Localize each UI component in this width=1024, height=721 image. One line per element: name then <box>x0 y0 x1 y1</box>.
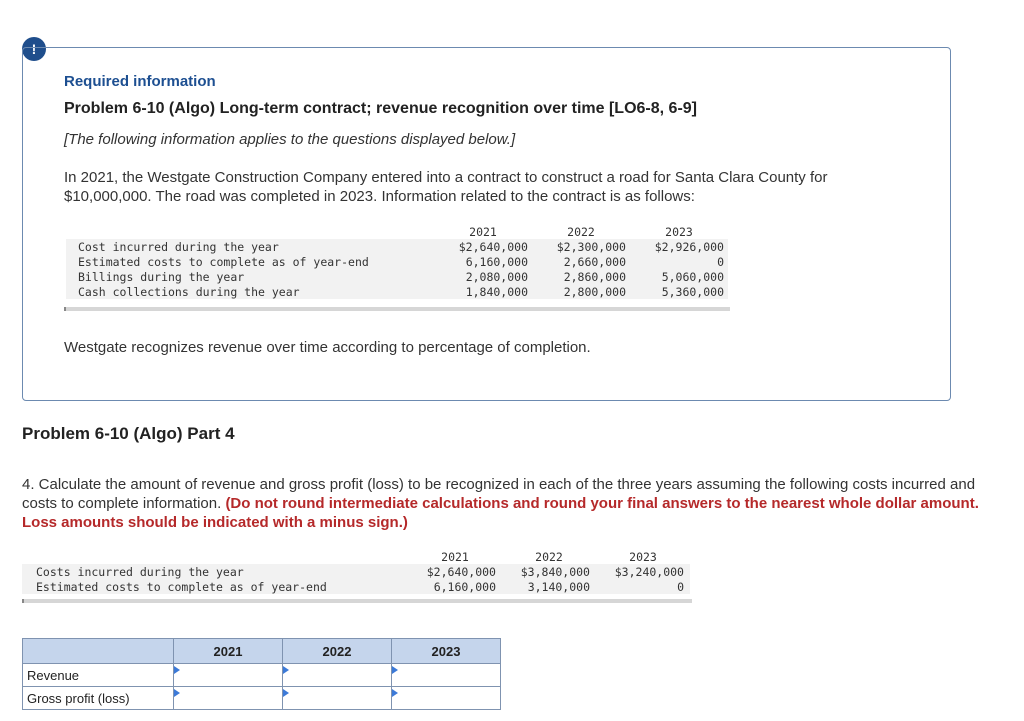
row-label: Costs incurred during the year <box>22 564 408 579</box>
gross-profit-label: Gross profit (loss) <box>23 687 174 710</box>
table-row <box>66 284 728 299</box>
gross-profit-2021-input[interactable] <box>174 687 283 710</box>
revenue-2021-input[interactable] <box>174 664 283 687</box>
cell-value: $3,840,000 <box>502 564 596 579</box>
cell-value: 2,800,000 <box>532 284 630 299</box>
header-2023: 2023 <box>665 224 693 239</box>
answer-table <box>22 638 501 710</box>
recognition-note: Westgate recognizes revenue over time according to percentage of completion. <box>64 339 591 356</box>
part-cost-table <box>22 549 690 594</box>
alert-icon: ! <box>22 37 46 61</box>
cell-value: 2,860,000 <box>532 269 630 284</box>
gross-profit-2022-input[interactable] <box>283 687 392 710</box>
revenue-2023-input[interactable] <box>392 664 501 687</box>
header-2022: 2022 <box>535 549 563 564</box>
required-info-heading: Required information <box>64 73 216 90</box>
cell-value: $2,300,000 <box>532 239 630 254</box>
row-label: Estimated costs to complete as of year-end <box>22 579 408 594</box>
header-blank <box>22 549 408 564</box>
table-row <box>22 579 690 594</box>
header-2023: 2023 <box>629 549 657 564</box>
row-label: Billings during the year <box>66 269 434 284</box>
table-row <box>22 564 690 579</box>
part-title: Problem 6-10 (Algo) Part 4 <box>22 424 235 443</box>
problem-title: Problem 6-10 (Algo) Long-term contract; revenue recognition over time [LO6-8, 6-9] <box>64 100 697 117</box>
row-label: Cash collections during the year <box>66 284 434 299</box>
cell-value: 0 <box>630 254 728 269</box>
answer-row-revenue <box>23 664 501 687</box>
row-label: Estimated costs to complete as of year-end <box>66 254 434 269</box>
cell-value: $2,926,000 <box>630 239 728 254</box>
header-2021: 2021 <box>469 224 497 239</box>
cell-value: 3,140,000 <box>502 579 596 594</box>
cell-value: 5,360,000 <box>630 284 728 299</box>
problem-intro: In 2021, the Westgate Construction Company entered into a contract to construct a road for Santa Clara County for $10,000,000. The road was completed in 2023. Information related to the contract is as follows: <box>64 169 828 205</box>
question-instructions: (Do not round intermediate calculations and round your final answers to the nearest whole dollar amount. Loss amounts should be indicated with a minus sign.) <box>22 495 979 531</box>
contract-info-table <box>66 224 728 299</box>
cell-value: 6,160,000 <box>434 254 532 269</box>
header-2022: 2022 <box>567 224 595 239</box>
row-label: Cost incurred during the year <box>66 239 434 254</box>
answer-header-2021: 2021 <box>174 639 283 664</box>
answer-header-2022: 2022 <box>283 639 392 664</box>
cell-value: $3,240,000 <box>596 564 690 579</box>
cell-value: 2,080,000 <box>434 269 532 284</box>
revenue-label: Revenue <box>23 664 174 687</box>
header-2021: 2021 <box>441 549 469 564</box>
cell-value: 1,840,000 <box>434 284 532 299</box>
cell-value: $2,640,000 <box>408 564 502 579</box>
table-row <box>66 269 728 284</box>
cell-value: $2,640,000 <box>434 239 532 254</box>
question-text <box>22 475 982 532</box>
table-footer-bar <box>64 307 730 311</box>
question-plain: 4. Calculate the amount of revenue and gross profit (loss) to be recognized in each of the three years assuming the following costs incurred and costs to complete information. <box>22 476 976 512</box>
cell-value: 2,660,000 <box>532 254 630 269</box>
table-row <box>66 239 728 254</box>
answer-row-gross-profit <box>23 687 501 710</box>
revenue-2022-input[interactable] <box>283 664 392 687</box>
gross-profit-2023-input[interactable] <box>392 687 501 710</box>
header-blank <box>66 224 434 239</box>
cell-value: 6,160,000 <box>408 579 502 594</box>
table-row <box>66 254 728 269</box>
applies-note: [The following information applies to the questions displayed below.] <box>64 131 516 148</box>
answer-header-blank <box>23 639 174 664</box>
cell-value: 5,060,000 <box>630 269 728 284</box>
table-footer-bar <box>22 599 692 603</box>
answer-header-2023: 2023 <box>392 639 501 664</box>
cell-value: 0 <box>596 579 690 594</box>
